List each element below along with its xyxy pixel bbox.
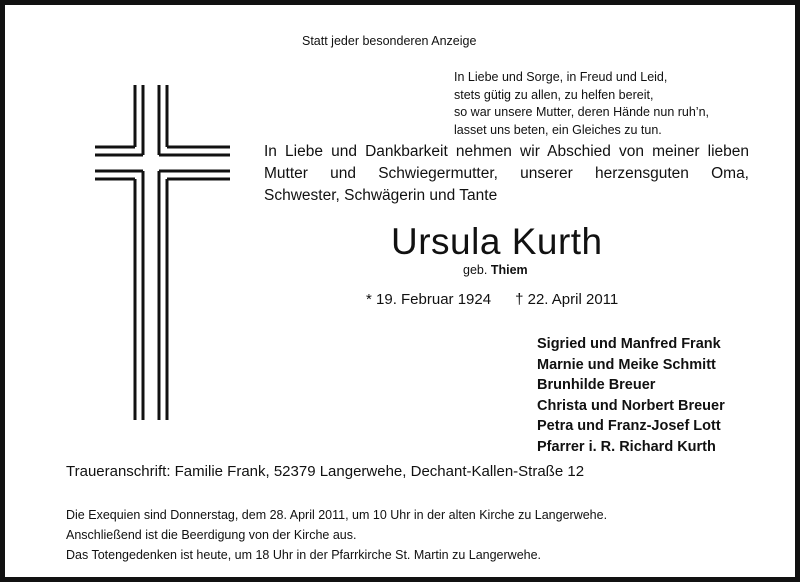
- poem-line: In Liebe und Sorge, in Freud und Leid,: [454, 70, 668, 84]
- mourner: Marnie und Meike Schmitt: [537, 356, 716, 373]
- born-as-prefix: geb.: [463, 263, 488, 277]
- cross-icon: [95, 85, 235, 425]
- mourners-list: [537, 334, 725, 457]
- service-note: Das Totengedenken ist heute, um 18 Uhr in der Pfarrkirche St. Martin zu Langerwehe.: [66, 548, 542, 562]
- deceased-name: Ursula Kurth: [391, 221, 603, 262]
- mourner: Pfarrer i. R. Richard Kurth: [537, 438, 716, 455]
- intro-line: Schwester, Schwägerin und Tante: [264, 187, 498, 204]
- mourning-address: Traueranschrift: Familie Frank, 52379 Langerwehe, Dechant-Kallen-Straße 12: [66, 463, 585, 480]
- mourner: Christa und Norbert Breuer: [537, 397, 725, 414]
- maiden-name: Thiem: [490, 263, 528, 277]
- maiden-name-line: [463, 263, 528, 277]
- header-text: Statt jeder besonderen Anzeige: [302, 34, 477, 48]
- poem-line: so war unsere Mutter, deren Hände nun ruh’n,: [454, 105, 710, 119]
- death-date: † 22. April 2011: [515, 291, 619, 308]
- service-notes: [66, 505, 607, 565]
- service-note: Die Exequien sind Donnerstag, dem 28. April 2011, um 10 Uhr in der alten Kirche zu Langerwehe.: [66, 508, 608, 522]
- birth-date: * 19. Februar 1924: [366, 291, 492, 308]
- intro-line: In Liebe und Dankbarkeit nehmen wir Abschied von meiner lieben: [264, 143, 749, 160]
- intro-line: Mutter und Schwiegermutter, unserer herzensguten Oma,: [264, 165, 749, 182]
- mourner: Petra und Franz-Josef Lott: [537, 418, 721, 434]
- mourner: Sigried und Manfred Frank: [537, 336, 721, 352]
- poem-line: stets gütig zu allen, zu helfen bereit,: [454, 87, 654, 102]
- service-note: Anschließend ist die Beerdigung von der Kirche aus.: [66, 528, 357, 542]
- intro-text: [264, 141, 749, 207]
- poem: [454, 69, 709, 139]
- mourner: Brunhilde Breuer: [537, 377, 656, 393]
- life-dates: [366, 291, 618, 308]
- poem-line: lasset uns beten, ein Gleiches zu tun.: [454, 122, 662, 137]
